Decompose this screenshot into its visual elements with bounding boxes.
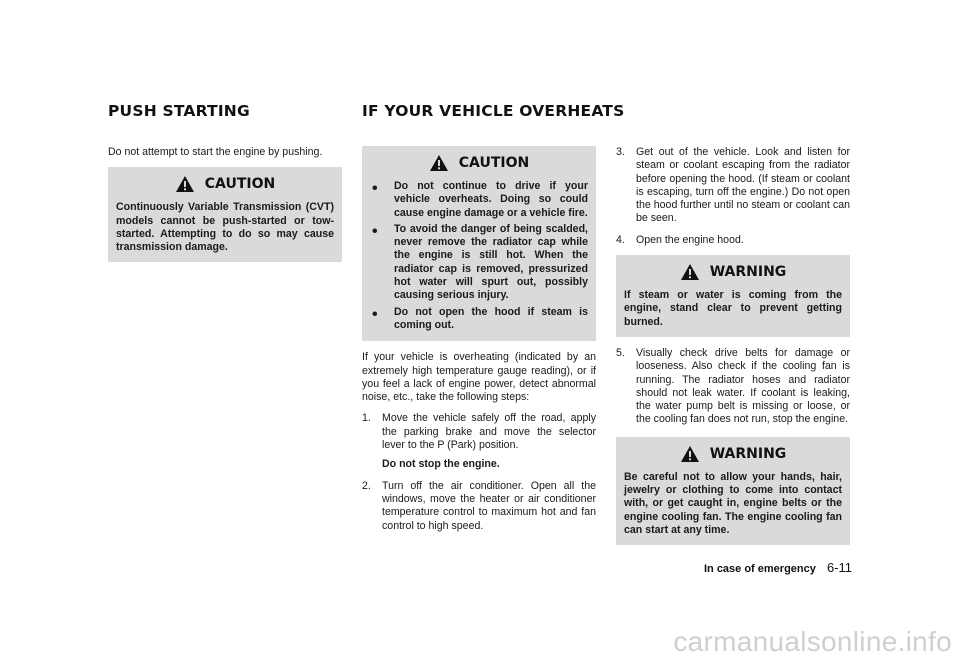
warning-title: WARNING	[709, 445, 787, 462]
column-2	[362, 146, 596, 533]
warning-header	[624, 261, 842, 283]
step-4: 4. Open the engine hood.	[616, 233, 744, 246]
caution-bullet-text: Do not open the hood if steam is coming out.	[394, 305, 588, 331]
heading-push-starting: PUSH STARTING	[108, 102, 250, 120]
warning-text: Be careful not to allow your hands, hair, jewelry or clothing to come into contact with, or get caught in, engine belts or the engine cooling fan. The engine cooling fan can start at any time.	[624, 470, 842, 536]
step-1: 1. Move the vehicle safely off the road, apply the parking brake and move the selector lever to the P (Park) position.	[362, 412, 596, 452]
caution-header	[116, 173, 334, 195]
caution-box-overheat	[362, 146, 596, 341]
caution-bullet-text: Do not continue to drive if your vehicle overheats. Doing so could cause engine damage or a vehicle fire.	[394, 180, 588, 219]
caution-bullet: • Do not continue to drive if your vehicle overheats. Doing so could cause engine damage or a vehicle fire.	[372, 180, 588, 219]
caution-bullet: • Do not open the hood if steam is coming out.	[372, 305, 588, 331]
warning-header	[624, 443, 842, 465]
caution-header	[370, 152, 588, 174]
push-start-intro: Do not attempt to start the engine by pushing.	[108, 146, 323, 158]
caution-title: CAUTION	[204, 176, 276, 193]
watermark: carmanualsonline.info	[673, 626, 952, 657]
warning-box-steam	[616, 255, 850, 337]
caution-bullet-text: To avoid the danger of being scalded, never remove the radiator cap while the engine is still hot. When the radiator cap is removed, pressurized hot water will spurt out, possibly causing serious injury.	[394, 222, 588, 302]
step-2: 2. Turn off the air conditioner. Open all the windows, move the heater or air conditioner temperature control to maximum hot and fan control to high speed.	[362, 479, 596, 532]
step-3: 3. Get out of the vehicle. Look and listen for steam or coolant escaping from the radiator before opening the hood. (If steam or coolant is escaping, turn off the engine.) Do not open the hood further until no steam or coolant can be seen.	[616, 146, 850, 225]
warning-triangle-icon	[429, 154, 449, 172]
warning-box-fan	[616, 437, 850, 545]
page-number: 6-11	[826, 560, 852, 575]
overheat-intro: If your vehicle is overheating (indicated by an extremely high temperature gauge reading), or if you feel a lack of engine power, detect abnormal noise, etc., take the following steps:	[362, 351, 596, 404]
caution-bullet: • To avoid the danger of being scalded, never remove the radiator cap while the engine is still hot. When the radiator cap is removed, pressurized hot water will spurt out, possibly causing serious injury.	[372, 222, 588, 302]
footer-section: In case of emergency	[703, 563, 816, 575]
warning-text: If steam or water is coming from the engine, stand clear to prevent getting burned.	[624, 289, 842, 328]
caution-box-cvt	[108, 167, 342, 262]
step-5: 5. Visually check drive belts for damage or looseness. Also check if the cooling fan is running. The radiator hoses and radiator should not leak water. If coolant is leaking, the water pump belt is missing or loose, or the cooling fan does not run, stop the engine.	[616, 346, 850, 426]
warning-triangle-icon	[680, 263, 700, 281]
warning-triangle-icon	[680, 445, 700, 463]
warning-title: WARNING	[709, 264, 787, 281]
column-3	[616, 146, 850, 545]
page-footer	[704, 560, 852, 575]
column-1	[108, 146, 342, 262]
caution-text: Continuously Variable Transmission (CVT) models cannot be push-started or tow-started. Attempting to do so may cause transmission damage.	[116, 201, 334, 254]
caution-title: CAUTION	[458, 155, 530, 171]
heading-vehicle-overheats: IF YOUR VEHICLE OVERHEATS	[362, 102, 625, 120]
step-1-note: Do not stop the engine.	[382, 458, 500, 471]
warning-triangle-icon	[175, 175, 195, 193]
